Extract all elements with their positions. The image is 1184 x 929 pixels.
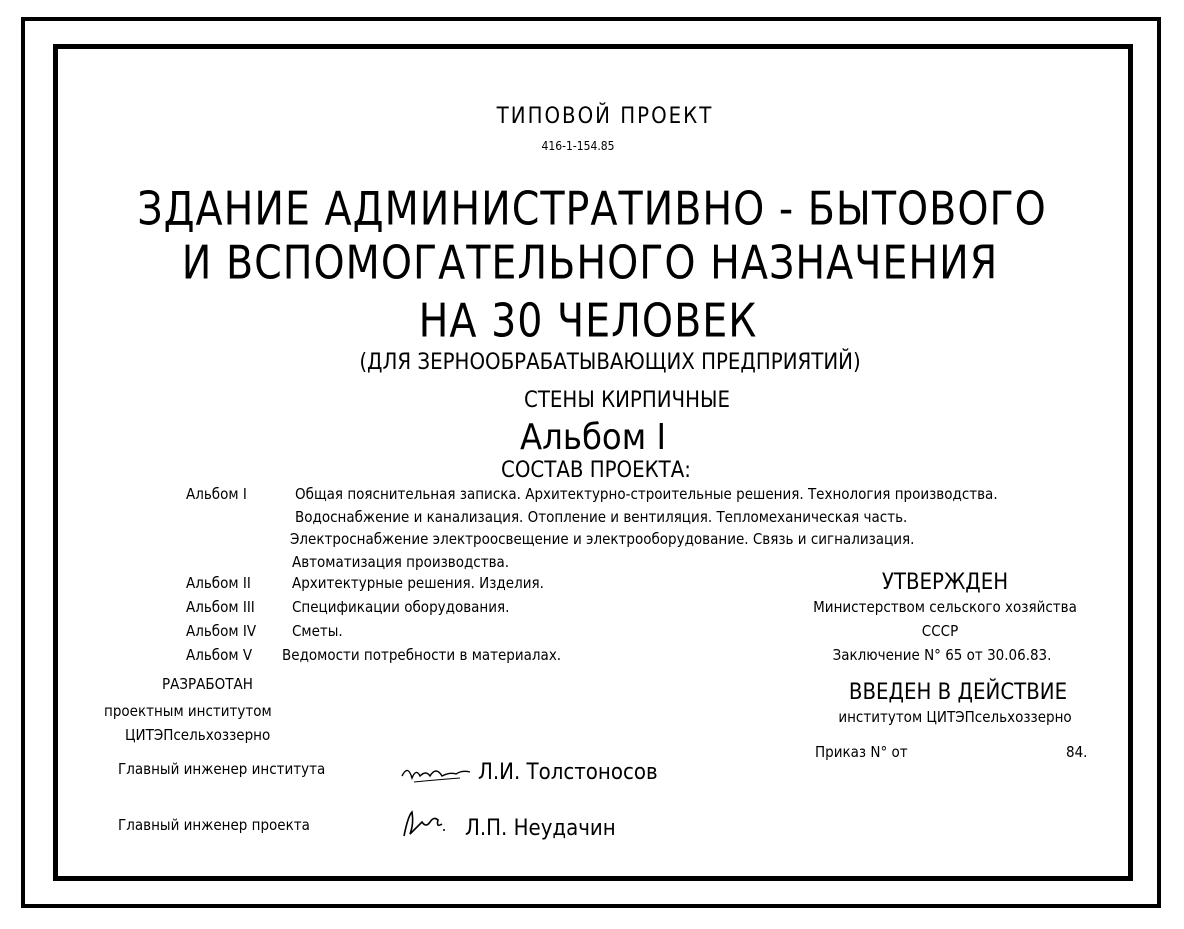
walls-label: СТЕНЫ КИРПИЧНЫЕ	[524, 388, 730, 413]
album-label-3: Альбом III	[186, 598, 255, 616]
album-5-line: Ведомости потребности в материалах.	[282, 646, 562, 664]
album-1-line-1: Общая пояснительная записка. Архитектурно-строительные решения. Технология производства.	[295, 485, 998, 503]
signature-institute-icon	[400, 760, 472, 786]
album-label-4: Альбом IV	[186, 622, 257, 640]
developed-by: проектным институтом	[104, 702, 272, 720]
album-label-2: Альбом II	[186, 574, 251, 592]
album-2-line: Архитектурные решения. Изделия.	[292, 574, 544, 592]
album-1-line-2: Водоснабжение и канализация. Отопление и вентиляция. Тепломеханическая часть.	[295, 508, 908, 526]
title-line-2: И ВСПОМОГАТЕЛЬНОГО НАЗНАЧЕНИЯ	[181, 236, 999, 291]
title-line-1: ЗДАНИЕ АДМИНИСТРАТИВНО - БЫТОВОГО	[137, 182, 1047, 237]
composition-heading: СОСТАВ ПРОЕКТА:	[501, 458, 691, 483]
album-3-line: Спецификации оборудования.	[292, 598, 510, 616]
chief-institute-name: Л.И. Толстоносов	[478, 760, 658, 785]
album-1-line-4: Автоматизация производства.	[292, 553, 510, 571]
enacted-heading: ВВЕДЕН В ДЕЙСТВИЕ	[848, 680, 1068, 705]
project-code: 416-1-154.85	[541, 139, 615, 153]
enacted-order-year: 84.	[1066, 743, 1088, 761]
approved-country: СССР	[921, 622, 959, 640]
type-label: ТИПОВОЙ ПРОЕКТ	[496, 104, 714, 129]
approved-conclusion: Заключение N° 65 от 30.06.83.	[832, 646, 1052, 664]
signature-project-icon	[400, 808, 450, 840]
chief-project-name: Л.П. Неудачин	[465, 816, 616, 841]
approved-heading: УТВЕРЖДЕН	[881, 570, 1009, 595]
album-4-line: Сметы.	[292, 622, 343, 640]
album-1-line-3: Электроснабжение электроосвещение и электрооборудование. Связь и сигнализация.	[290, 530, 915, 548]
developed-institute: ЦИТЭПсельхоззерно	[125, 726, 271, 744]
enacted-order: Приказ N° от	[815, 743, 908, 761]
title-line-3: НА 30 ЧЕЛОВЕК	[418, 294, 758, 349]
album-title: Альбом I	[520, 417, 666, 458]
developed-heading: РАЗРАБОТАН	[162, 675, 253, 693]
chief-project-role: Главный инженер проекта	[118, 816, 310, 834]
chief-institute-role: Главный инженер института	[118, 760, 326, 778]
album-label-1: Альбом I	[186, 485, 247, 503]
subtitle: (ДЛЯ ЗЕРНООБРАБАТЫВАЮЩИХ ПРЕДПРИЯТИЙ)	[359, 350, 861, 375]
album-label-5: Альбом V	[186, 646, 253, 664]
approved-by: Министерством сельского хозяйства	[813, 598, 1077, 616]
enacted-by: институтом ЦИТЭПсельхоззерно	[838, 708, 1072, 726]
